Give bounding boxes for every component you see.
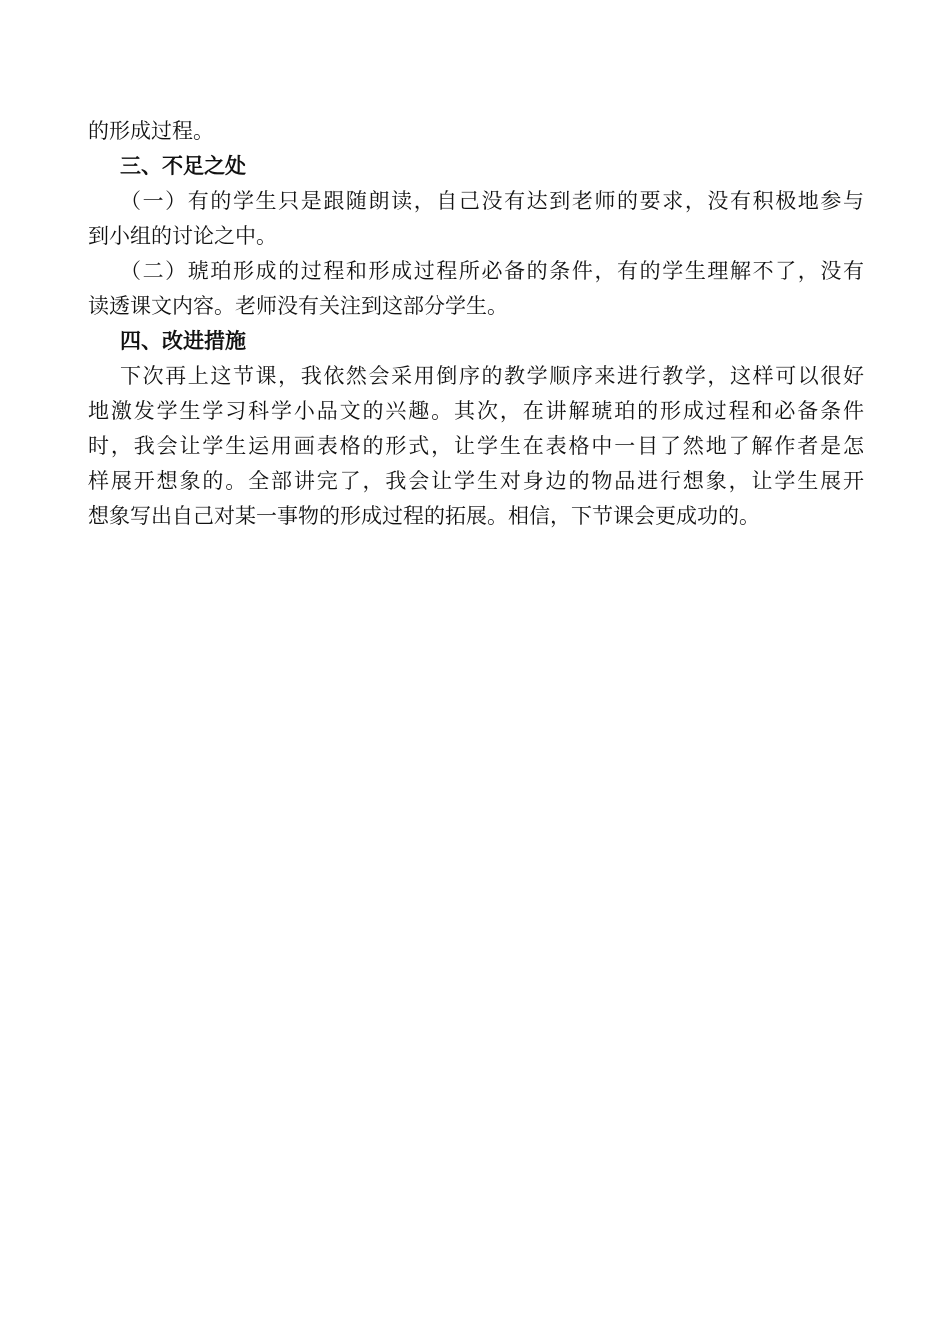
improvement-paragraph-line-2: 地激发学生学习科学小品文的兴趣。其次，在讲解琥珀的形成过程和必备条件: [88, 399, 864, 423]
improvement-paragraph-line-1: 下次再上这节课，我依然会采用倒序的教学顺序来进行教学，这样可以很好: [120, 364, 864, 388]
continuation-text-line: 的形成过程。: [88, 119, 214, 143]
shortcoming-1-line-1: （一）有的学生只是跟随朗读，自己没有达到老师的要求，没有积极地参与: [120, 189, 864, 213]
section-heading-shortcomings: 三、不足之处: [120, 154, 246, 178]
improvement-paragraph-line-4: 样展开想象的。全部讲完了，我会让学生对身边的物品进行想象，让学生展开: [88, 469, 864, 493]
improvement-paragraph-line-5: 想象写出自己对某一事物的形成过程的拓展。相信，下节课会更成功的。: [88, 504, 760, 528]
shortcoming-2-line-2: 读透课文内容。老师没有关注到这部分学生。: [88, 294, 508, 318]
shortcoming-2-line-1: （二）琥珀形成的过程和形成过程所必备的条件，有的学生理解不了，没有: [120, 259, 864, 283]
improvement-paragraph-line-3: 时，我会让学生运用画表格的形式，让学生在表格中一目了然地了解作者是怎: [88, 434, 864, 458]
section-heading-improvements: 四、改进措施: [120, 329, 246, 353]
shortcoming-1-line-2: 到小组的讨论之中。: [88, 224, 277, 248]
document-body: [88, 114, 864, 534]
